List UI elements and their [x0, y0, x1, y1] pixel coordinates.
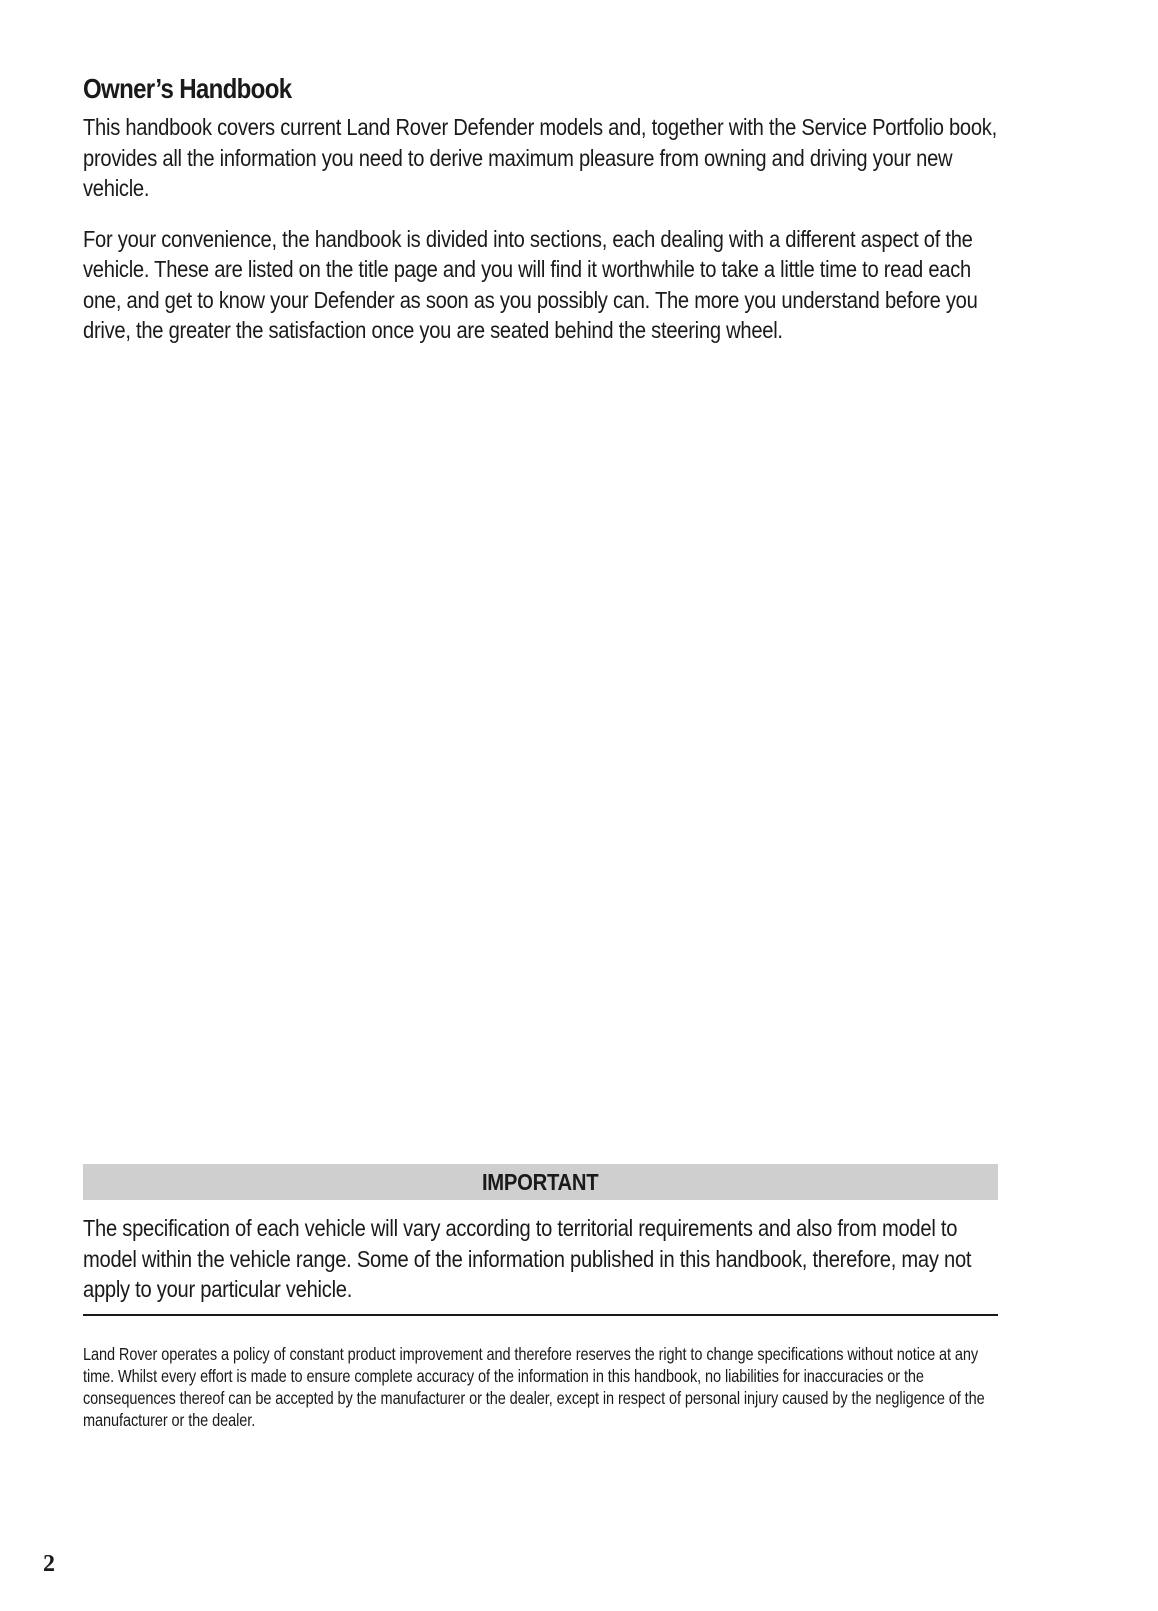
disclaimer-text: Land Rover operates a policy of constant product improvement and therefore reserves the right to change specifications without notice at any time. Whilst every effort is made to ensure complete accuracy of the information in this handbook, no liabilities for inaccuracies or the consequences thereof can be accepted by the manufacturer or the dealer, except in respect of personal injury caused by the negligence of the manufacturer or the dealer.	[83, 1344, 985, 1430]
page-title: Owner’s Handbook	[83, 73, 292, 104]
disclaimer-section	[83, 1343, 996, 1431]
important-notice	[83, 1164, 998, 1305]
intro-paragraph-2: For your convenience, the handbook is divided into sections, each dealing with a different aspect of the vehicle. These are listed on the title page and you will find it worthwhile to take a little time to read each one, and get to know your Defender as soon as you possibly can. The more you understand before you drive, the greater the satisfaction once you are seated behind the steering wheel.	[83, 225, 978, 343]
page-number: 2	[43, 1551, 55, 1577]
important-text: The specification of each vehicle will vary according to territorial requirements and also from model to model within the vehicle range. Some of the information published in this handbook, therefore, may not apply to your particular vehicle.	[83, 1215, 972, 1302]
intro-paragraph-1-wrap	[83, 112, 1003, 204]
intro-paragraph-1: This handbook covers current Land Rover Defender models and, together with the Service Portfolio book, provides all the information you need to derive maximum pleasure from owning and driving your new vehicle.	[83, 114, 997, 201]
important-heading: IMPORTANT	[482, 1169, 599, 1195]
paragraph-spacer	[83, 204, 1003, 224]
divider-rule	[83, 1314, 998, 1316]
intro-paragraph-2-wrap	[83, 224, 1003, 346]
important-heading-bar	[83, 1164, 998, 1200]
intro-section	[83, 72, 1003, 346]
important-text-wrap	[83, 1213, 998, 1305]
